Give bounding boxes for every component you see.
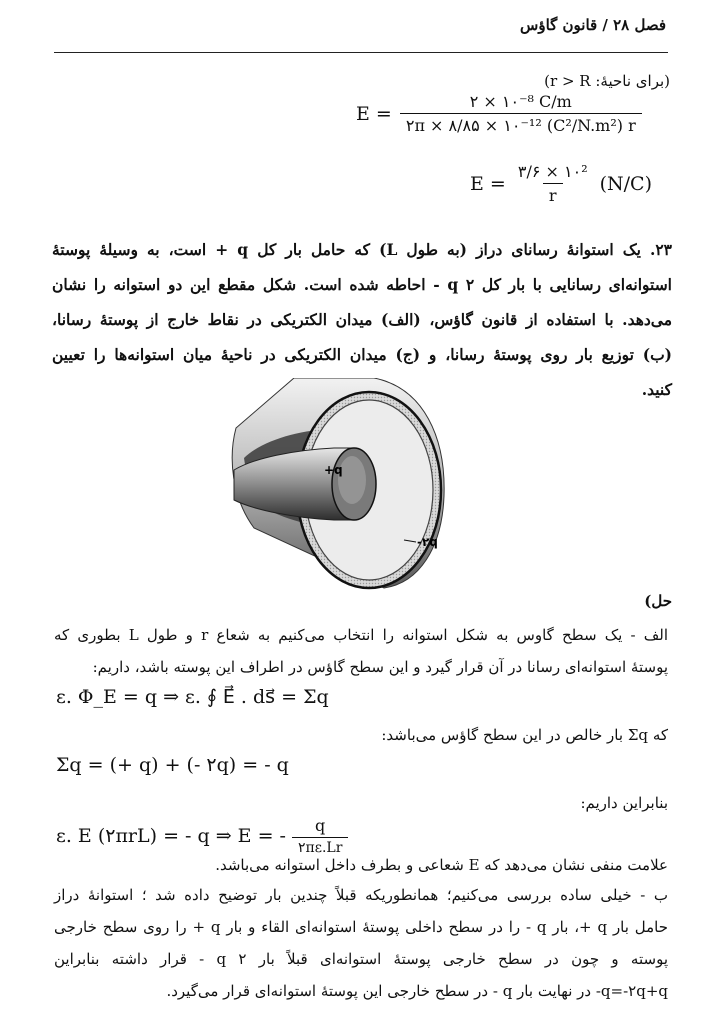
eq2-unit: (N/C) <box>599 172 652 195</box>
solution-a-line-1: الف - یک سطح گاوس به شکل استوانه را انتخاب می‌کنیم به شعاع r و طول L بطوری که <box>54 626 668 644</box>
eq2-numerator: ۳/۶ × ۱۰² <box>517 162 588 181</box>
chapter-title: فصل ۲۸ / قانون گاؤس <box>520 16 666 34</box>
problem-line: ۲۳. یک استوانهٔ رسانای دراز (به طول L) که حامل بار کل q + است، به وسیلهٔ پوستهٔ <box>52 240 672 259</box>
solution-b-line-2: حامل بار q +، بار q - را در سطح داخلی پوستهٔ استوانه‌ای القاء و بار q + را روی سطح خارجی <box>54 918 669 936</box>
field-equation-1 <box>356 92 642 135</box>
solution-a-line-2: پوستهٔ استوانه‌ای رسانا در آن قرار گیرد و این سطح گاؤس در اطراف این پوسته باشد، داریم: <box>92 658 668 676</box>
region-note: (برای ناحیهٔ: r > R) <box>544 72 670 90</box>
gauss-law-equation: ε. Φ_E = q ⇒ ε. ∮ E⃗ . ds⃗ = Σq <box>56 686 329 708</box>
sign-note: علامت منفی نشان می‌دهد که E شعاعی و بطرف داخل استوانه می‌باشد. <box>215 856 668 874</box>
problem-line: می‌دهد. با استفاده از قانون گاؤس، (الف) میدان الکتریکی در نقاط خارج از پوستهٔ رسانا، <box>52 310 672 329</box>
solution-b-line-3: پوسته و چون در سطح خارجی پوستهٔ استوانه‌ای قبلاً بار q ۲ - قرار داشته بنابراین <box>54 950 668 968</box>
field-result-numerator: q <box>315 816 326 835</box>
coaxial-cylinder-figure <box>224 378 450 608</box>
field-equation-2 <box>470 162 652 205</box>
solution-heading: حل) <box>644 592 672 610</box>
eq2-denominator: r <box>543 183 563 205</box>
therefore-text: بنابراین داریم: <box>580 794 668 812</box>
eq1-denominator: ۲π × ۸/۸۵ × ۱۰⁻¹² (C²/N.m²) r <box>400 113 642 135</box>
field-result-lhs: ε. E (۲πrL) = - q ⇒ E = - <box>56 825 286 847</box>
problem-line: استوانه‌ای رسانایی با بار کل q ۲ - احاطه شده است. شکل مقطع این دو استوانه را نشان <box>52 275 672 294</box>
eq1-numerator: ۲ × ۱۰⁻⁸ C/m <box>469 92 572 111</box>
problem-line: کنید. <box>641 380 672 399</box>
field-result-denominator: ۲πε.Lr <box>292 837 348 856</box>
eq2-fraction <box>512 162 594 205</box>
problem-line: (ب) توزیع بار روی پوستهٔ رسانا، و (ج) میدان الکتریکی در ناحیهٔ میان استوانه‌ها را تعیین <box>52 345 672 364</box>
page-header <box>0 8 720 48</box>
sum-charge-note: که Σq بار خالص در این سطح گاؤس می‌باشد: <box>381 726 668 744</box>
eq2-lhs: E = <box>470 172 506 195</box>
eq1-lhs: E = <box>356 102 392 125</box>
net-charge-equation: Σq = (+ q) + (- ۲q) = - q <box>56 754 289 776</box>
eq1-fraction <box>400 92 642 135</box>
header-rule <box>54 52 668 53</box>
inner-charge-label: +q <box>324 463 343 477</box>
solution-b-line-1: ب - خیلی ساده بررسی می‌کنیم؛ همانطوریکه قبلاً چندین بار توضیح داده شد ؛ استوانهٔ دراز <box>54 886 668 904</box>
outer-charge-label: -۲q <box>417 535 438 549</box>
solution-b-line-4: q=-۲q+q- در نهایت بار q - در سطح خارجی این پوستهٔ استوانه‌ای قرار می‌گیرد. <box>166 982 668 1000</box>
